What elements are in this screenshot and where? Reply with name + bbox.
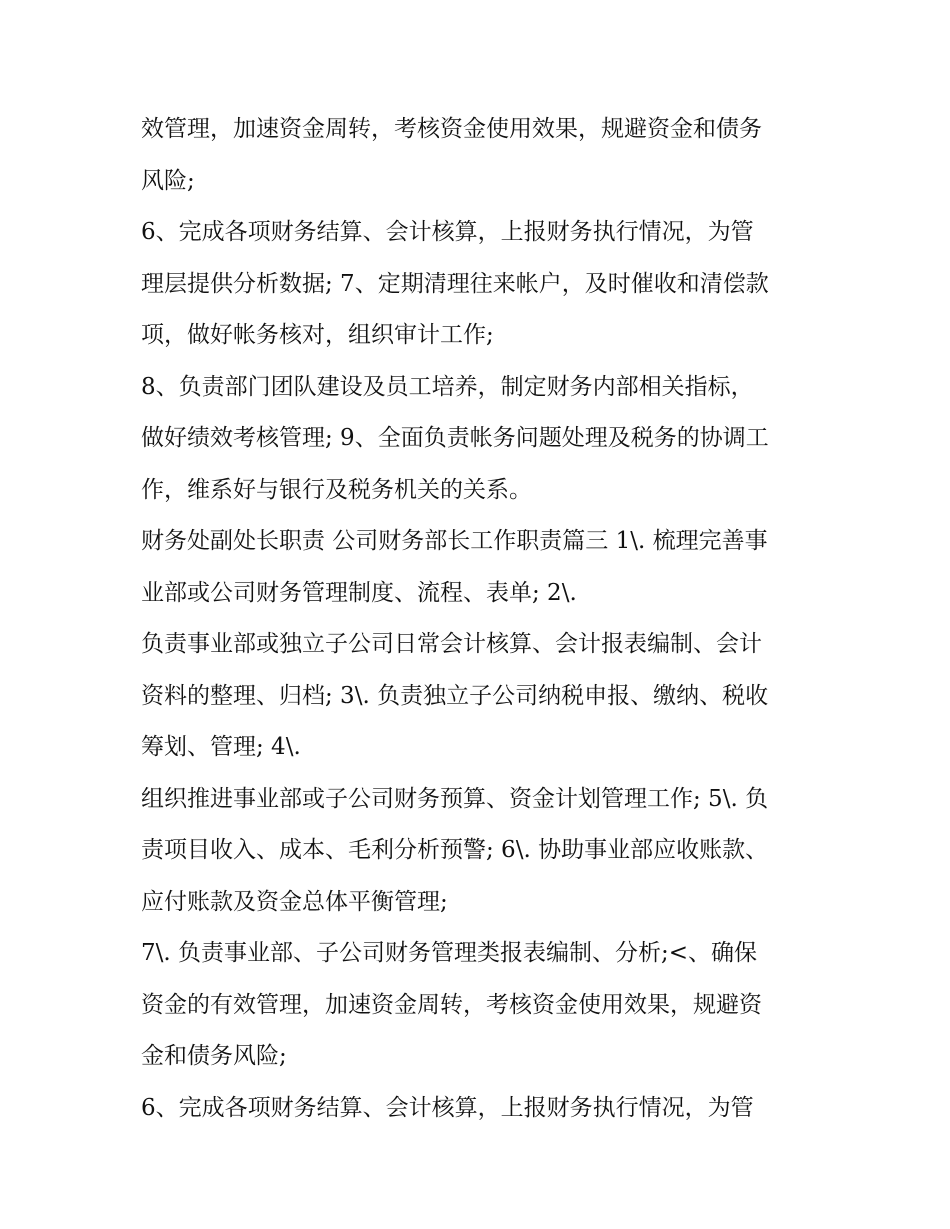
text-line: 6、完成各项财务结算、会计核算，上报财务执行情况，为管 <box>141 219 754 245</box>
text-line: 业部或公司财务管理制度、流程、表单; 2\. <box>141 579 577 606</box>
text-line: 6、完成各项财务结算、会计核算，上报财务执行情况，为管 <box>141 1094 754 1121</box>
text-line: 项，做好帐务核对，组织审计工作; <box>141 322 494 348</box>
text-line: 筹划、管理; 4\. <box>141 734 301 760</box>
text-line: 财务处副处长职责 公司财务部长工作职责篇三 1\. 梳理完善事 <box>141 528 768 554</box>
text-line: 责项目收入、成本、毛利分析预警; 6\. 协助事业部应收账款、 <box>141 837 769 863</box>
text-line: 负责事业部或独立子公司日常会计核算、会计报表编制、会计 <box>141 631 762 657</box>
text-line: 资料的整理、归档; 3\. 负责独立子公司纳税申报、缴纳、税收 <box>141 682 769 709</box>
text-line: 资金的有效管理，加速资金周转，考核资金使用效果，规避资 <box>141 991 762 1018</box>
text-line: 理层提供分析数据; 7、定期清理往来帐户，及时催收和清偿款 <box>141 270 769 297</box>
text-line: 金和债务风险; <box>141 1043 287 1069</box>
text-line: 作，维系好与银行及税务机关的关系。 <box>141 476 532 503</box>
text-line: 应付账款及资金总体平衡管理; <box>141 888 448 915</box>
text-line: 风险; <box>141 167 195 194</box>
text-line: 7\. 负责事业部、子公司财务管理类报表编制、分析;<、确保 <box>141 940 758 966</box>
text-line: 做好绩效考核管理; 9、全面负责帐务问题处理及税务的协调工 <box>141 425 769 451</box>
document-body <box>141 104 831 1134</box>
text-line: 组织推进事业部或子公司财务预算、资金计划管理工作; 5\. 负 <box>141 785 769 812</box>
text-line: 8、负责部门团队建设及员工培养，制定财务内部相关指标， <box>141 373 754 400</box>
text-line: 效管理，加速资金周转，考核资金使用效果，规避资金和债务 <box>141 116 762 142</box>
